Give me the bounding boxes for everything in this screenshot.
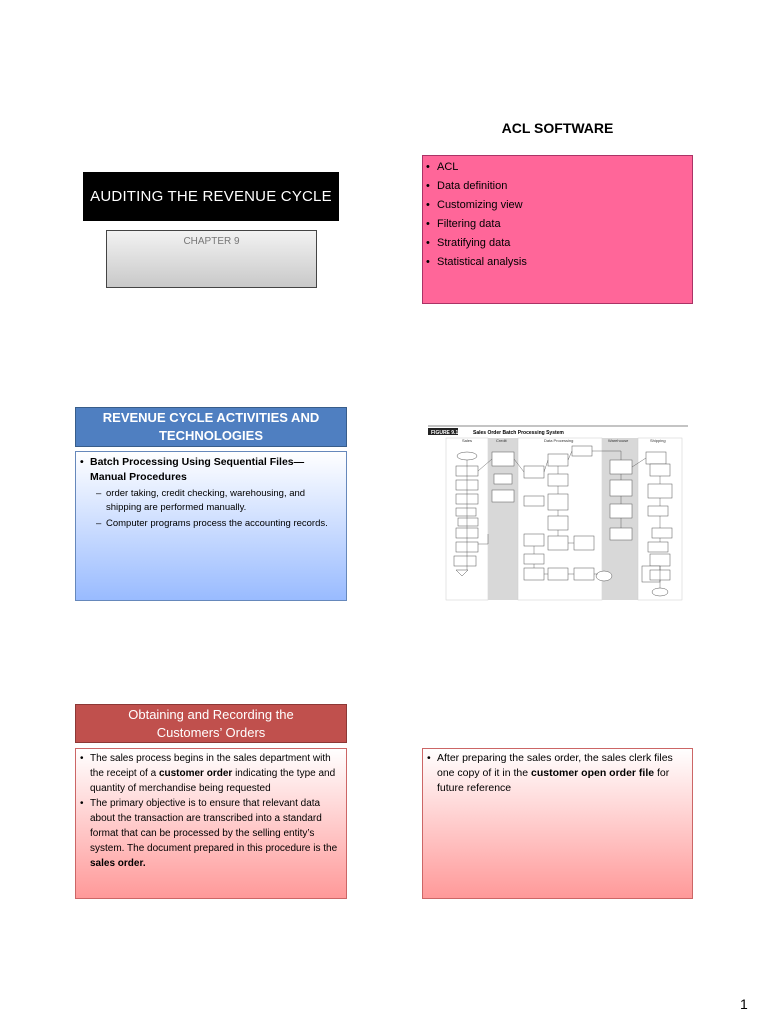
slide3-content xyxy=(75,451,347,601)
lane-label: Warehouse xyxy=(608,438,629,443)
slide3-bullet: • Batch Processing Using Sequential Files—Manual Procedures xyxy=(80,455,340,485)
text-run: The sales process begins in the sales department with the receipt of a xyxy=(90,753,331,779)
slide5-bullet-2 xyxy=(80,796,341,871)
slide6-content xyxy=(422,748,693,899)
figure-title: Sales Order Batch Processing System xyxy=(473,430,564,436)
slide3-title-line1: REVENUE CYCLE ACTIVITIES AND xyxy=(102,410,320,425)
list-item: • Stratifying data xyxy=(423,234,686,253)
slide5-title-line1: Obtaining and Recording the xyxy=(128,706,294,722)
slide3-title-line2: TECHNOLOGIES xyxy=(158,428,263,443)
lane-label: Data Processing xyxy=(544,438,574,443)
slide3-title xyxy=(75,407,347,447)
text-run-bold: customer order xyxy=(158,768,233,779)
list-item: • ACL xyxy=(423,158,686,177)
text-run: indicating the type and quantity of merchandise being requested xyxy=(90,768,336,794)
slide6-bullet xyxy=(427,751,687,796)
list-item: • Data definition xyxy=(423,177,686,196)
text-run-bold: sales order. xyxy=(90,858,146,869)
slide2-title: ACL SOFTWARE xyxy=(501,120,614,136)
slide1-title: AUDITING THE REVENUE CYCLE xyxy=(83,172,339,221)
slide5-bullet-1 xyxy=(80,751,341,796)
text-run: The primary objective is to ensure that relevant data about the transaction are transcribed into a standard format that can be processed by the selling entity’s system. The document prepared in this procedure is the xyxy=(90,798,338,854)
slide2-list-box xyxy=(422,155,693,304)
text-run: for future reference xyxy=(437,767,670,794)
list-item: • Customizing view xyxy=(423,196,686,215)
text-run-bold: customer open order file xyxy=(530,767,655,779)
list-item: • Filtering data xyxy=(423,215,686,234)
slide5-title-line2: Customers’ Orders xyxy=(156,724,266,740)
lane-label: Credit xyxy=(496,438,507,443)
slide5-title xyxy=(75,704,347,743)
list-item: • Statistical analysis xyxy=(423,253,686,272)
slide3-sub-item: – Computer programs process the accounting records. xyxy=(80,517,340,531)
slide3-sub-item: – order taking, credit checking, warehousing, and shipping are performed manually. xyxy=(80,487,340,515)
slide5-content xyxy=(75,748,347,899)
figure-label: FIGURE 9.1 xyxy=(431,430,459,436)
sales-order-flowchart xyxy=(428,424,688,602)
lane-label: Shipping xyxy=(650,438,666,443)
slide1-subtitle: CHAPTER 9 xyxy=(106,230,317,288)
text-run: After preparing the sales order, the sales clerk files one copy of it in the xyxy=(437,752,673,779)
lane-label: Sales xyxy=(462,438,473,443)
page-number: 1 xyxy=(740,996,748,1012)
